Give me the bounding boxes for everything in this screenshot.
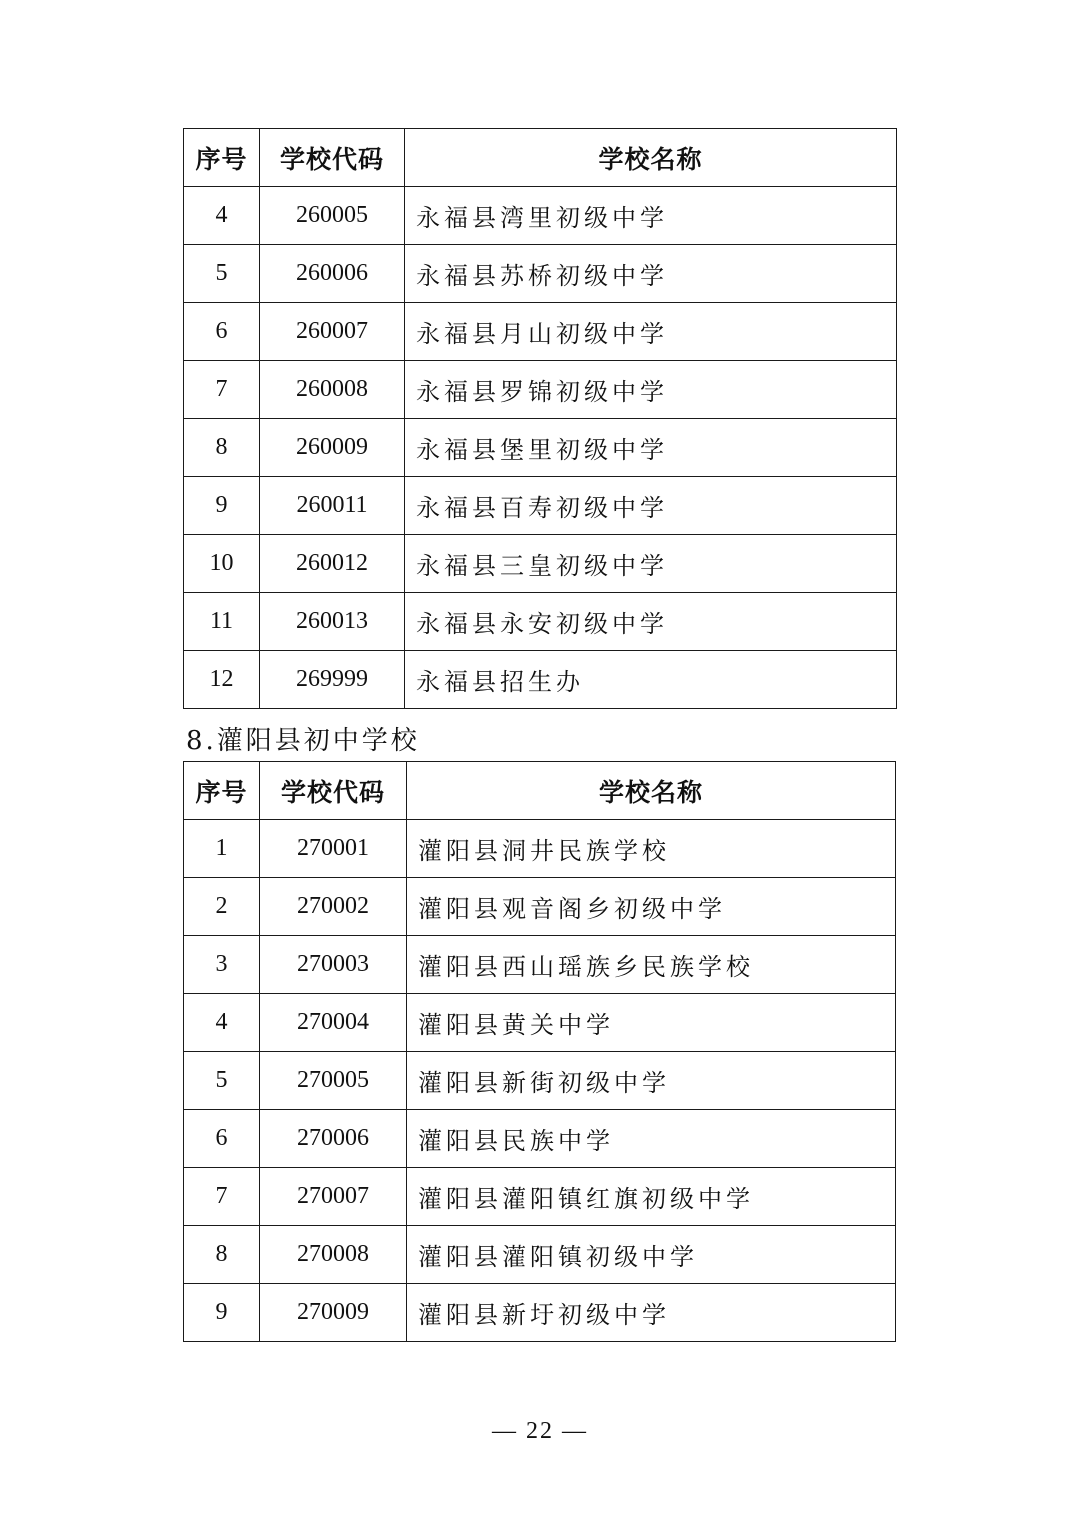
cell-code: 270005: [260, 1052, 407, 1110]
cell-name: 永福县罗锦初级中学: [405, 361, 897, 419]
table-row: [184, 303, 897, 361]
cell-code: 260013: [260, 593, 405, 651]
cell-name: 灌阳县新街初级中学: [407, 1052, 896, 1110]
header-index: 序号: [184, 762, 260, 820]
cell-code: 270006: [260, 1110, 407, 1168]
header-name: 学校名称: [405, 129, 897, 187]
cell-code: 270008: [260, 1226, 407, 1284]
cell-code: 260005: [260, 187, 405, 245]
cell-index: 6: [184, 303, 260, 361]
cell-code: 260007: [260, 303, 405, 361]
table-row: [184, 535, 897, 593]
cell-code: 260011: [260, 477, 405, 535]
cell-code: 260008: [260, 361, 405, 419]
table-row: [184, 1110, 896, 1168]
cell-name: 灌阳县灌阳镇红旗初级中学: [407, 1168, 896, 1226]
cell-index: 2: [184, 878, 260, 936]
header-index: 序号: [184, 129, 260, 187]
cell-code: 270003: [260, 936, 407, 994]
cell-name: 永福县湾里初级中学: [405, 187, 897, 245]
cell-code: 260012: [260, 535, 405, 593]
section-heading: 8.灌阳县初中学校: [186, 726, 420, 756]
cell-code: 260006: [260, 245, 405, 303]
cell-name: 灌阳县洞井民族学校: [407, 820, 896, 878]
table-row: [184, 1284, 896, 1342]
table-row: [184, 651, 897, 709]
table-header-row: [184, 762, 896, 820]
cell-name: 永福县百寿初级中学: [405, 477, 897, 535]
table-row: [184, 1052, 896, 1110]
cell-index: 4: [184, 187, 260, 245]
cell-name: 永福县三皇初级中学: [405, 535, 897, 593]
cell-index: 8: [184, 1226, 260, 1284]
cell-name: 灌阳县黄关中学: [407, 994, 896, 1052]
table-row: [184, 820, 896, 878]
cell-code: 270007: [260, 1168, 407, 1226]
cell-index: 9: [184, 1284, 260, 1342]
cell-index: 1: [184, 820, 260, 878]
cell-code: 260009: [260, 419, 405, 477]
school-table-yongfu: [183, 128, 897, 709]
cell-name: 灌阳县民族中学: [407, 1110, 896, 1168]
cell-index: 3: [184, 936, 260, 994]
header-code: 学校代码: [260, 762, 407, 820]
cell-code: 270002: [260, 878, 407, 936]
table-row: [184, 994, 896, 1052]
cell-name: 灌阳县观音阁乡初级中学: [407, 878, 896, 936]
cell-name: 永福县月山初级中学: [405, 303, 897, 361]
table-row: [184, 593, 897, 651]
cell-index: 12: [184, 651, 260, 709]
cell-name: 灌阳县西山瑶族乡民族学校: [407, 936, 896, 994]
table-header-row: [184, 129, 897, 187]
header-name: 学校名称: [407, 762, 896, 820]
page-number: — 22 —: [492, 1418, 588, 1444]
cell-name: 永福县招生办: [405, 651, 897, 709]
cell-index: 6: [184, 1110, 260, 1168]
table-row: [184, 245, 897, 303]
cell-code: 270004: [260, 994, 407, 1052]
cell-name: 永福县永安初级中学: [405, 593, 897, 651]
cell-code: 270001: [260, 820, 407, 878]
cell-name: 灌阳县灌阳镇初级中学: [407, 1226, 896, 1284]
cell-code: 269999: [260, 651, 405, 709]
header-code: 学校代码: [260, 129, 405, 187]
cell-index: 8: [184, 419, 260, 477]
cell-name: 永福县苏桥初级中学: [405, 245, 897, 303]
table-row: [184, 1226, 896, 1284]
table-row: [184, 1168, 896, 1226]
cell-name: 永福县堡里初级中学: [405, 419, 897, 477]
table-row: [184, 361, 897, 419]
cell-code: 270009: [260, 1284, 407, 1342]
cell-index: 11: [184, 593, 260, 651]
table-row: [184, 878, 896, 936]
cell-index: 5: [184, 245, 260, 303]
table-row: [184, 187, 897, 245]
table-row: [184, 936, 896, 994]
table-row: [184, 477, 897, 535]
cell-index: 9: [184, 477, 260, 535]
cell-index: 4: [184, 994, 260, 1052]
cell-index: 5: [184, 1052, 260, 1110]
cell-index: 10: [184, 535, 260, 593]
table-row: [184, 419, 897, 477]
school-table-guanyang: [183, 761, 896, 1342]
cell-index: 7: [184, 361, 260, 419]
cell-index: 7: [184, 1168, 260, 1226]
cell-name: 灌阳县新圩初级中学: [407, 1284, 896, 1342]
